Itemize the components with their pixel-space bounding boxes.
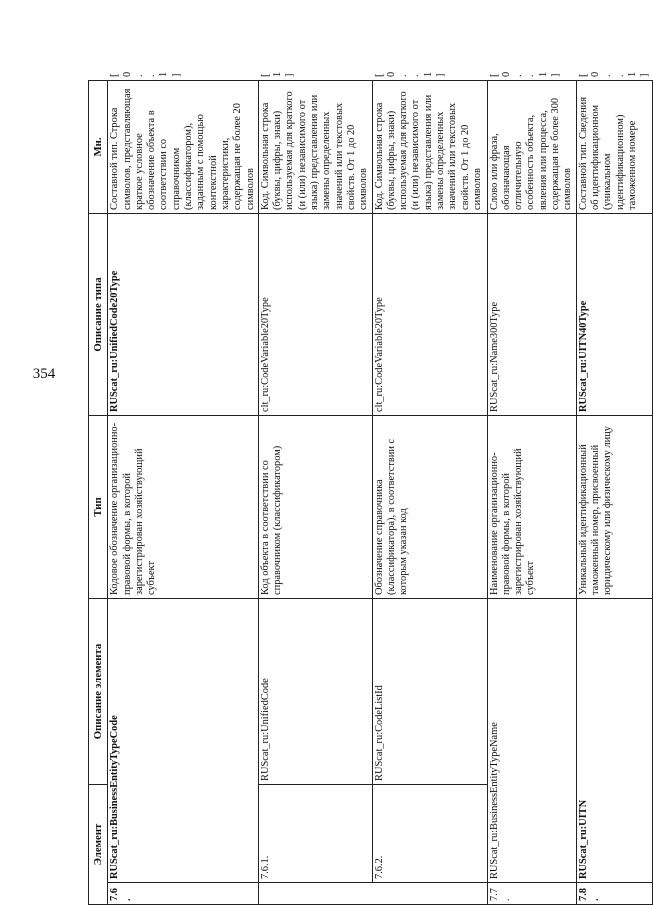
header-element-description: Описание элемента: [89, 598, 108, 784]
type-description: Код. Символьная строка (буквы, цифры, знаки) используемая для краткого (и (или) независимого от языка) представления или замены определенных значений или текстовых свойств. От 1 до 20 символов: [258, 80, 372, 213]
element-type: RUScat_ru:UnifiedCode20Type: [108, 213, 259, 415]
indent-cell: [258, 883, 487, 905]
element-description: Обозначение справочника (классификатора), в соответствии с которым указан код: [372, 415, 487, 598]
element-description: Наименование организационно-правовой формы, в которой зарегистрирован хозяйствующий субъект: [487, 415, 576, 598]
type-description: Составной тип. Строка символов, представляющая краткое условное обозначение объекта в соответствии со справочником (классификатором), заданным с помощью контекстной характеристики, содержащая не более 20 символов: [108, 80, 259, 213]
type-description: Код. Символьная строка (буквы, цифры, знаки) используемая для краткого (и (или) независимого от языка) представления или замены определенных значений или текстовых свойств. От 1 до 20 символов: [372, 80, 487, 213]
type-description: Составной тип. Сведения об идентификационном (уникальном идентификационном) таможенном номере: [576, 80, 653, 213]
specification-table: [88, 71, 653, 905]
header-type: Тип: [89, 415, 108, 598]
row-number: 7.6.2.: [372, 784, 487, 882]
type-description: Слово или фраза, обозначающая отличительную особенность объекта, явления или процесса, содержащая не более 300 символов: [487, 80, 576, 213]
element-type: clt_ru:CodeVariable20Type: [258, 213, 372, 415]
element-type: clt_ru:CodeVariable20Type: [372, 213, 487, 415]
table-row: 7.6. RUScat_ru:BusinessEntityTypeCode Кодовое обозначение организационно-правовой формы, в которой зарегистрирован хозяйствующий субъект RUScat_ru:UnifiedCode20Type Составной тип. Строка символов, представляющая краткое условное обозначение объекта в соответствии со справочником (классификатором), заданным с помощью контекстной характеристики, содержащая не более 20 символов [0..1]: [108, 80, 259, 904]
row-number: 7.7.: [487, 883, 576, 905]
header-type-description: Описание типа: [89, 213, 108, 415]
element-name: RUScat_ru:CodeListId: [372, 598, 487, 784]
element-name: RUScat_ru:UnifiedCode: [258, 598, 372, 784]
table-row: 7.7. RUScat_ru:BusinessEntityTypeName Наименование организационно-правовой формы, в которой зарегистрирован хозяйствующий субъект RUScat_ru:Name300Type Слово или фраза, обозначающая отличительную особенность объекта, явления или процесса, содержащая не более 300 символов [0..1]: [487, 80, 576, 904]
element-name: RUScat_ru:UITN: [576, 598, 653, 882]
element-type: RUScat_ru:Name300Type: [487, 213, 576, 415]
row-number: 7.8.: [576, 883, 653, 905]
row-number: 7.6.: [108, 883, 259, 905]
table-row: 7.6.2. RUScat_ru:CodeListId Обозначение справочника (классификатора), в соответствии с которым указан код clt_ru:CodeVariable20Type Код. Символьная строка (буквы, цифры, знаки) используемая для краткого (и (или) независимого от языка) представления или замены определенных значений или текстовых свойств. От 1 до 20 символов [0..1]: [372, 80, 487, 904]
header-multiplicity: Мн.: [89, 80, 108, 213]
element-name: RUScat_ru:BusinessEntityTypeName: [487, 598, 576, 882]
table-header-row: [89, 80, 108, 904]
element-name: RUScat_ru:BusinessEntityTypeCode: [108, 598, 259, 882]
table-row: 7.8. RUScat_ru:UITN Уникальный идентификационный таможенный номер, присвоенный юридическому или физическому лицу RUScat_ru:UITN40Type Составной тип. Сведения об идентификационном (уникальном идентификационном) таможенном номере [0..1]: [576, 80, 653, 904]
element-description: Уникальный идентификационный таможенный номер, присвоенный юридическому или физическому лицу: [576, 415, 653, 598]
header-element: Элемент: [89, 784, 108, 904]
table-row: 7.6.1. RUScat_ru:UnifiedCode Код объекта в соответствии со справочником (классификатором) clt_ru:CodeVariable20Type Код. Символьная строка (буквы, цифры, знаки) используемая для краткого (и (или) независимого от языка) представления или замены определенных значений или текстовых свойств. От 1 до 20 символов [1]: [258, 80, 372, 904]
row-number: 7.6.1.: [258, 784, 372, 882]
element-description: Кодовое обозначение организационно-правовой формы, в которой зарегистрирован хозяйствующий субъект: [108, 415, 259, 598]
page-number: 354: [32, 366, 56, 382]
element-description: Код объекта в соответствии со справочником (классификатором): [258, 415, 372, 598]
element-type: RUScat_ru:UITN40Type: [576, 213, 653, 415]
rotated-table-wrapper: [88, 71, 651, 905]
